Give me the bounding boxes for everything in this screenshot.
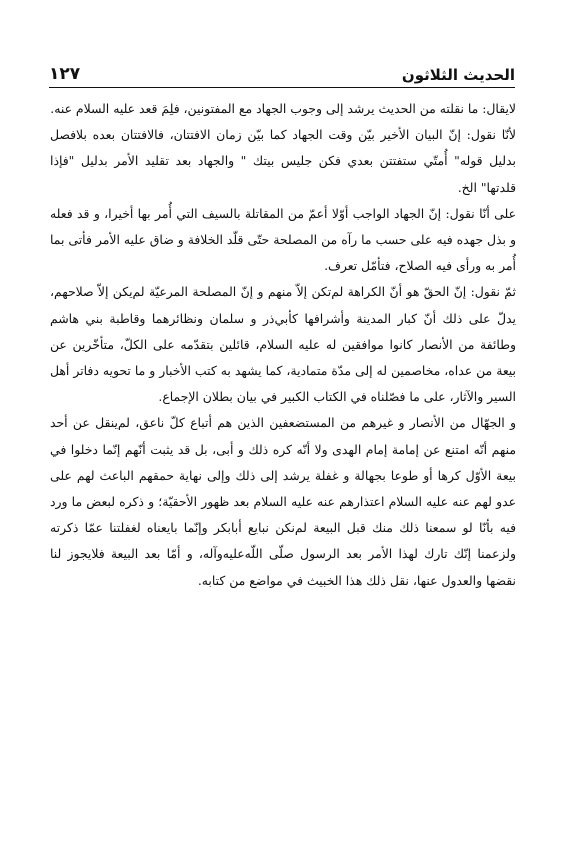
paragraph: لايقال: ما نقلته من الحديث يرشد إلى وجوب الجهاد مع المفتونين، فلِمَ قعد عليه السلام عنه. <box>50 101 516 116</box>
paragraph: و الجهّال من الأنصار و غيرهم من المستضعفين الذين هم أتباع كلّ ناعق، لم‌ينقل عن أحد منهم أنّه امتنع عن إمامة إمام الهدى ولا أنّه كره ذلك و أبى، بل قد يثبت أنّهم إنّما دخلوا في بيعة الأوّل كرها أو طوعا بجهالة و غفلة يرشد إلى ذلك وإلى نهاية حمقهم الباعث لهم على عدو لهم عنه عليه السلام اعتذارهم عنه عليه السلام بعد ظهور الأحقيّة؛ و ذكره لبعض ما ورد فيه بأنّا لو سمعنا ذلك منك قبل البيعة لم‌نكن نبايع أبابكر وإنّما بايعناه لغفلتنا عمّا ذكرته ولزعمنا إنّك تارك لهذا الأمر بعد الرسول صلّى اللّه‌عليه‌وآله، و أمّا بعد البيعة فلايجوز لنا نقضها والعدول عنها، نقل ذلك هذا الخبيث في مواضع من كتابه. <box>50 415 516 588</box>
header-title: الحديث الثلاثون <box>401 66 515 84</box>
paragraph: لأنّا نقول: إنّ البيان الأخير بيّن وقت الجهاد كما بيّن زمان الافتتان، فالافتتان بعده بلافصل بدليل قوله" أُمتّي ستفتتن بعدي فكن جليس بيتك " والجهاد بعد تقليد الأمر بدليل "فإذا قلدتها" الخ. <box>50 127 516 195</box>
running-header <box>49 58 515 88</box>
paragraph: على أنّا نقول: إنّ الجهاد الواجب أوّلا أعمّ من المقاتلة بالسيف التي أُمر بها أخيرا، و قد فعله و بذل جهده فيه على حسب ما رآه من المصلحة حتّى قلّد الخلافة و ضاق عليه الأمر فأتى بما أُمر به ورأى فيه الصلاح، فتأمّل تعرف. <box>50 205 516 274</box>
paragraph: ثمّ نقول: إنّ الحقّ هو أنّ الكراهة لم‌تكن إلاّ منهم و إنّ المصلحة المرعيّة لم‌يكن إلاّ صلاحهم، يدلّ على ذلك أنّ كبار المدينة وأشرافها كأبي‌ذر و سلمان ونظائرهما وقاطبة بني هاشم وطائفة من الأنصار كانوا موافقين له عليه السلام، قائلين بتقدّمه على الكلّ، متأخّرين عن بيعة من عداه، مخاصمين له إلى مدّة متمادية، كما يشهد به كتب الأخبار و ما تحويه دفاتر أهل السير والآثار، على ما فصّلناه في الكتاب الكبير في بيان بطلان الإجماع. <box>50 284 516 405</box>
page-number: ١٢٧ <box>49 64 81 84</box>
body-text <box>50 96 516 594</box>
